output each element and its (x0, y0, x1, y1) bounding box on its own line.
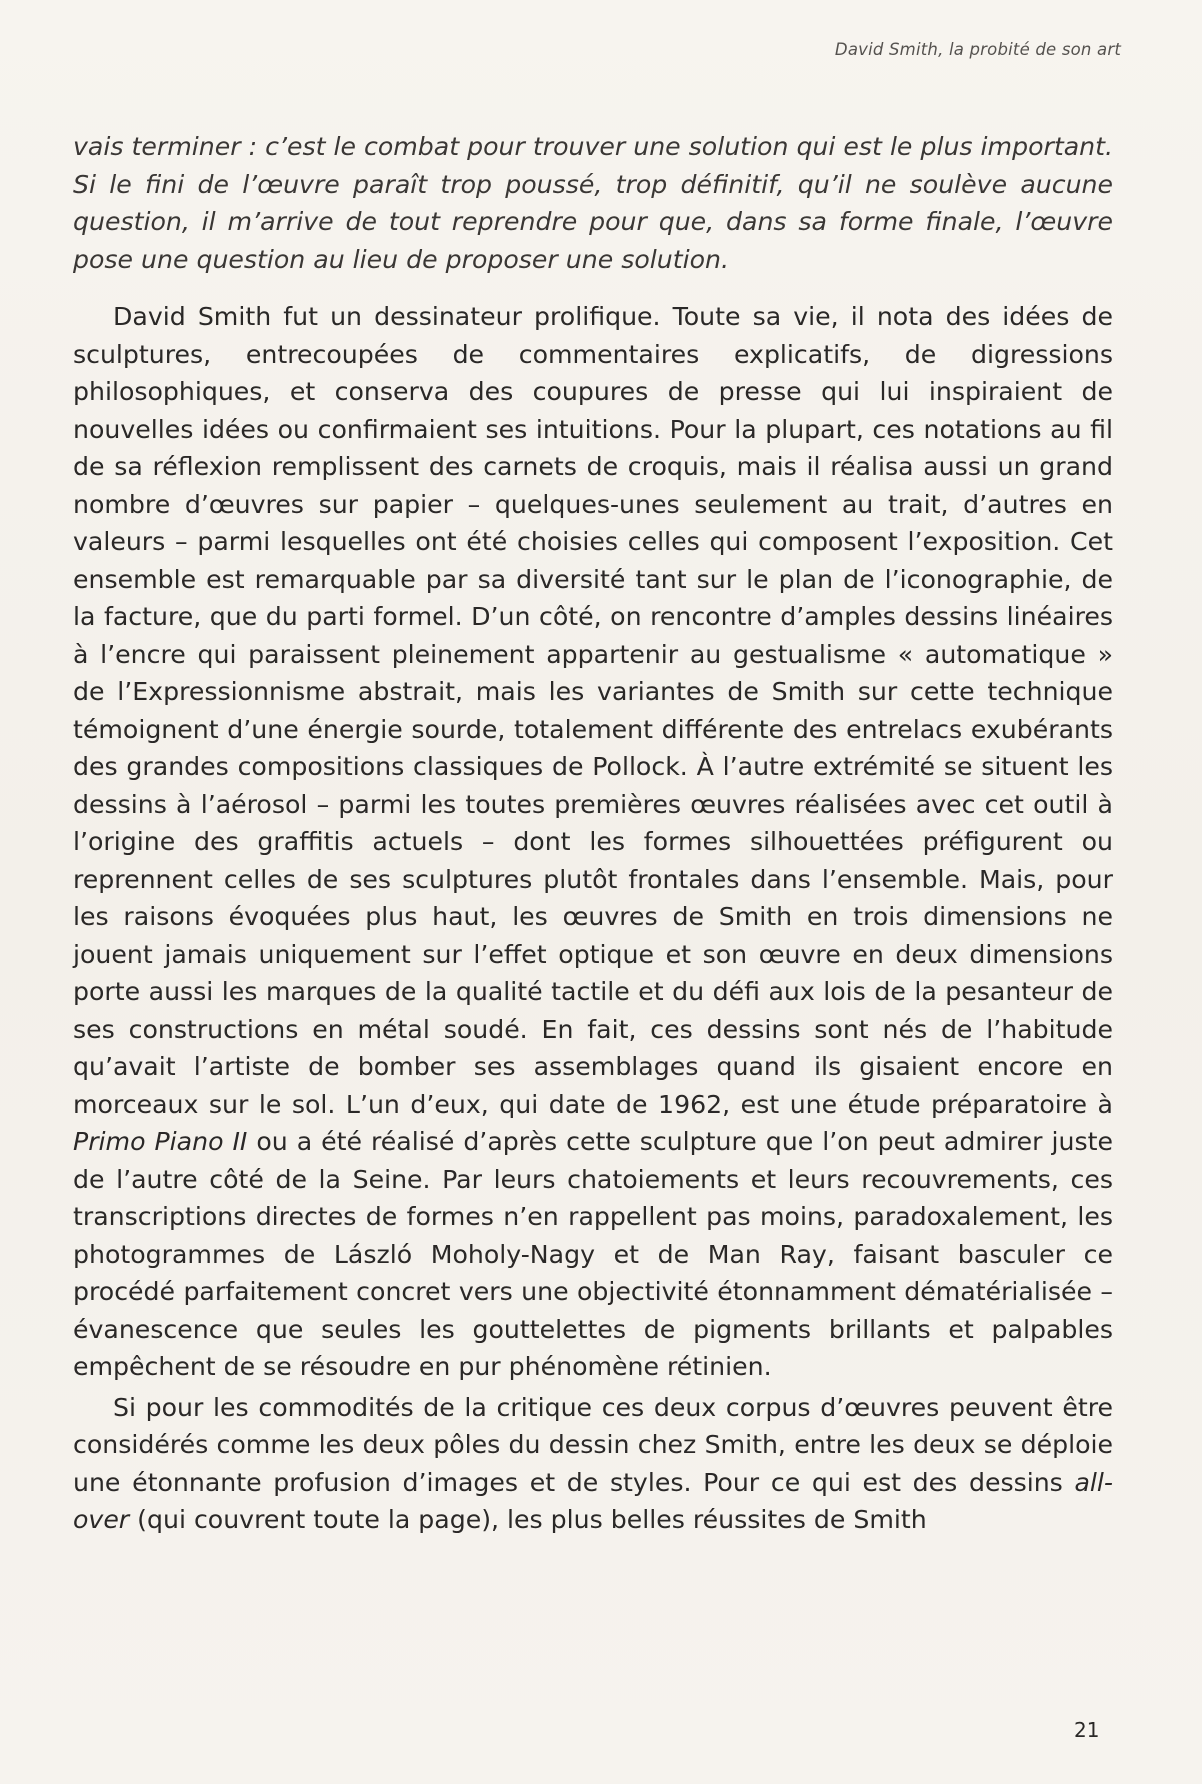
paragraph-2-text-b: (qui couvrent toute la page), les plus belles réussites de Smith (129, 1505, 927, 1534)
paragraph-1 (73, 298, 1113, 1386)
paragraph-1-text-b: ou a été réalisé d’après cette sculpture que l’on peut admirer juste de l’autre côté de la Seine. Par leurs chatoiements et leurs recouvrements, ces transcriptions directes de formes n’en rappellent pas moins, paradoxalement, les photogrammes de László Moholy-Nagy et de Man Ray, faisant basculer ce procédé parfaitement concret vers une objectivité étonnamment dématérialisée – évanescence que seules les gouttelettes de pigments brillants et palpables empêchent de se résoudre en pur phénomène rétinien. (73, 1127, 1113, 1381)
paragraph-1-text-a: David Smith fut un dessinateur prolifique. Toute sa vie, il nota des idées de sculptures, entrecoupées de commentaires explicatifs, de digressions philosophiques, et conserva des coupures de presse qui lui inspiraient de nouvelles idées ou confirmaient ses intuitions. Pour la plupart, ces notations au fil de sa réflexion remplissent des carnets de croquis, mais il réalisa aussi un grand nombre d’œuvres sur papier – quelques-unes seulement au trait, d’autres en valeurs – parmi lesquelles ont été choisies celles qui composent l’exposition. Cet ensemble est remarquable par sa diversité tant sur le plan de l’iconographie, de la facture, que du parti formel. D’un côté, on rencontre d’amples dessins linéaires à l’encre qui paraissent pleinement appartenir au gestualisme « automatique » de l’Expressionnisme abstrait, mais les variantes de Smith sur cette technique témoignent d’une énergie sourde, totalement différente des entrelacs exubérants des grandes compositions classiques de Pollock. À l’autre extrémité se situent les dessins à l’aérosol – parmi les toutes premières œuvres réalisées avec cet outil à l’origine des graffitis actuels – dont les formes silhouettées préfigurent ou reprennent celles de ses sculptures plutôt frontales dans l’ensemble. Mais, pour les raisons évoquées plus haut, les œuvres de Smith en trois dimensions ne jouent jamais uniquement sur l’effet optique et son œuvre en deux dimensions porte aussi les marques de la qualité tactile et du défi aux lois de la pesanteur de ses constructions en métal soudé. En fait, ces dessins sont nés de l’habitude qu’avait l’artiste de bomber ses assemblages quand ils gisaient encore en morceaux sur le sol. L’un d’eux, qui date de 1962, est une étude préparatoire à (73, 302, 1113, 1119)
running-head: David Smith, la probité de son art (834, 40, 1121, 59)
paragraph-2-text-a: Si pour les commodités de la critique ces deux corpus d’œuvres peuvent être considérés comme les deux pôles du dessin chez Smith, entre les deux se déploie une étonnante profusion d’images et de styles. Pour ce qui est des dessins (73, 1392, 1113, 1497)
term-all-over: all-over (73, 1467, 1113, 1534)
page-number: 21 (1074, 1718, 1100, 1742)
paragraph-2 (73, 1389, 1113, 1539)
artwork-title-primo-piano: Primo Piano II (73, 1127, 248, 1156)
quote-paragraph: vais terminer : c’est le combat pour trouver une solution qui est le plus important. Si le fini de l’œuvre paraît trop poussé, trop définitif, qu’il ne soulève aucune question, il m’arrive de tout reprendre pour que, dans sa forme finale, l’œuvre pose une question au lieu de proposer une solution. (73, 132, 1113, 274)
body-text (73, 128, 1113, 1539)
